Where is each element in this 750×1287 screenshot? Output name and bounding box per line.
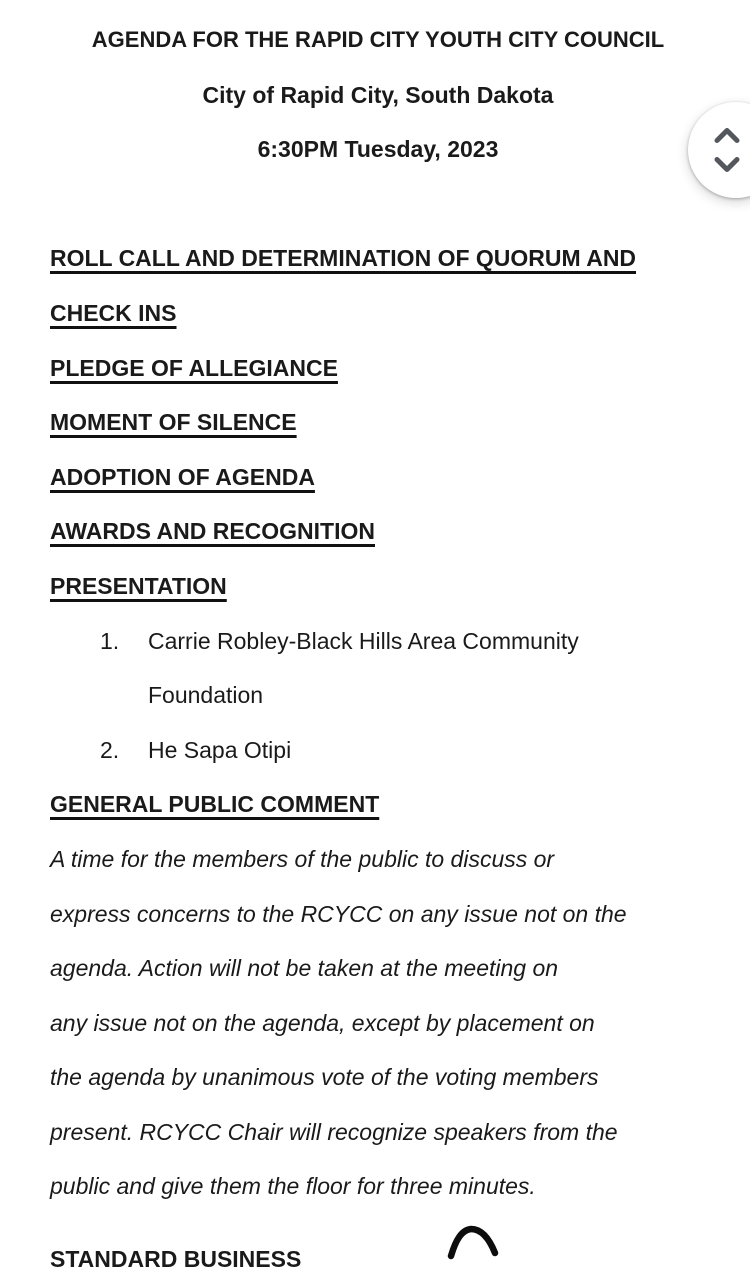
ink-arc-mark	[447, 1225, 501, 1261]
list-item-number: 1.	[100, 627, 120, 654]
heading-roll-call-line1: ROLL CALL AND DETERMINATION OF QUORUM AND	[50, 245, 637, 272]
chevron-up-icon	[713, 126, 741, 144]
scroll-up-button[interactable]	[713, 126, 741, 144]
agenda-subtitle-datetime: 6:30PM Tuesday, 2023	[257, 136, 499, 163]
heading-moment-of-silence: MOMENT OF SILENCE	[50, 409, 297, 436]
heading-standard-business: STANDARD BUSINESS	[50, 1246, 302, 1273]
presentation-list	[100, 614, 706, 778]
list-item-text	[148, 723, 706, 778]
public-comment-paragraph	[50, 832, 706, 1214]
list-item-line: Foundation	[148, 682, 264, 709]
paragraph-line: express concerns to the RCYCC on any issue not on the	[50, 900, 627, 927]
heading-adoption-of-agenda: ADOPTION OF AGENDA	[50, 463, 315, 490]
heading-pledge: PLEDGE OF ALLEGIANCE	[50, 354, 338, 381]
agenda-title: AGENDA FOR THE RAPID CITY YOUTH CITY COUNCIL	[91, 27, 665, 52]
list-item-line: He Sapa Otipi	[148, 736, 292, 763]
scroll-down-button[interactable]	[713, 156, 741, 174]
chevron-down-icon	[713, 156, 741, 174]
heading-roll-call-line2: CHECK INS	[50, 299, 177, 326]
paragraph-line: present. RCYCC Chair will recognize speakers from the	[50, 1118, 618, 1145]
paragraph-line: A time for the members of the public to discuss or	[50, 845, 555, 872]
paragraph-line: public and give them the floor for three minutes.	[50, 1173, 536, 1200]
heading-awards: AWARDS AND RECOGNITION	[50, 518, 375, 545]
list-item-line: Carrie Robley-Black Hills Area Community	[148, 627, 579, 654]
list-item-number: 2.	[100, 736, 120, 763]
list-item	[100, 723, 706, 778]
document-title-block	[50, 13, 706, 177]
paragraph-line: agenda. Action will not be taken at the meeting on	[50, 955, 559, 982]
heading-presentation: PRESENTATION	[50, 572, 227, 599]
paragraph-line: any issue not on the agenda, except by placement on	[50, 1009, 595, 1036]
blank-line	[50, 177, 706, 232]
paragraph-line: the agenda by unanimous vote of the voting members	[50, 1064, 599, 1091]
list-item	[100, 614, 706, 723]
list-item-text	[148, 614, 706, 723]
agenda-subtitle-city: City of Rapid City, South Dakota	[202, 81, 554, 108]
heading-general-public-comment: GENERAL PUBLIC COMMENT	[50, 791, 380, 818]
